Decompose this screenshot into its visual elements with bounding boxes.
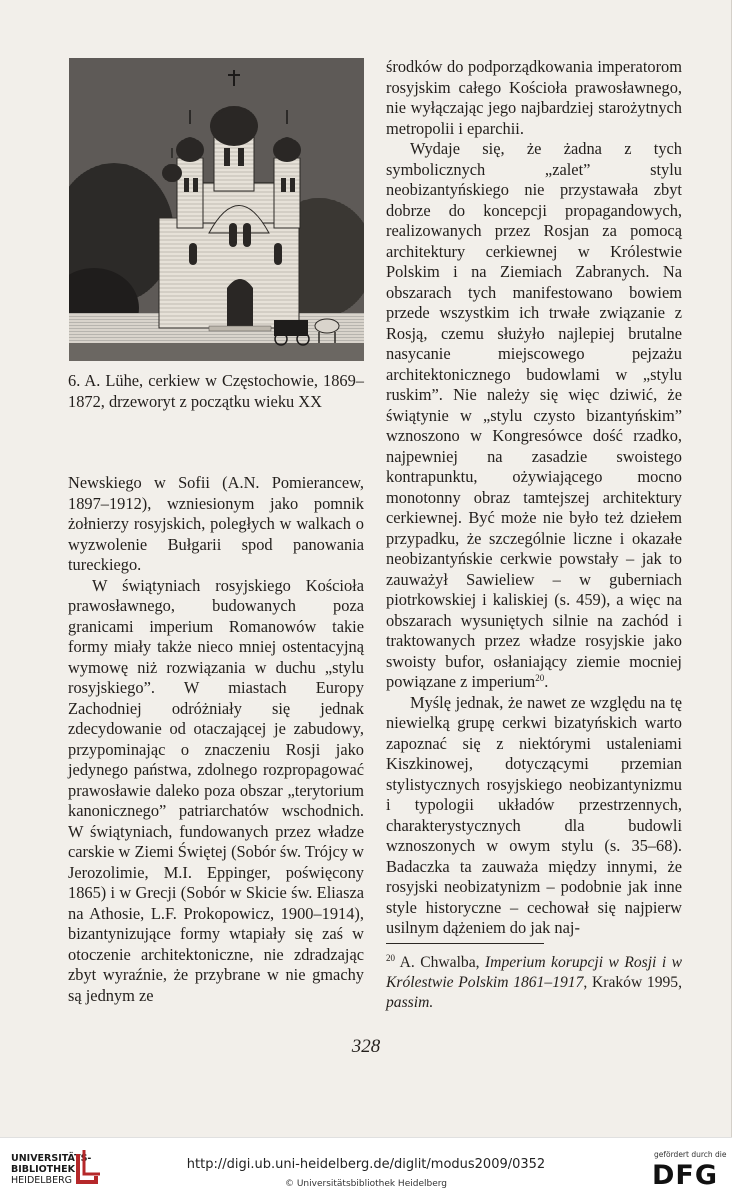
footnote-author: A. Chwalba, bbox=[399, 954, 480, 971]
footnote-number: 20 bbox=[386, 953, 395, 963]
right-column bbox=[386, 57, 682, 939]
funded-by-label: gefördert durch die bbox=[654, 1150, 727, 1159]
paragraph-text: Wydaje się, że żadna z tych symbolicznych „zalet” stylu neobizantyńskiego nie przystawała zbyt dobrze do koncepcji propagandowych, realizowanych przez Rosjan za pomocą architektury cerkiewnej w Królestwie Polskim i na Ziemiach Zabranych. Na obszarach tych manifestowano bowiem przede wszystkim ich trwałe związanie z Rosją, czemu służyło najlepiej brutalne nasycanie miejscowego pejzażu architektonicznego budowlami w „stylu ruskim”. Nie należy się więc dziwić, że świątynie w „stylu czysto bizantyńskim” wznoszono w Kongresówce dość rzadko, najpewniej na zasadzie swoistego kontrapunktu, ożywiającego mocno monotonny obraz tamtejszej architektury cerkiewnej. Być może nie było też dziełem przypadku, że szczególnie liczne i okazałe neobizantyńskie cerkwie powstały – jak to zauważył Sawieliew – w guberniach piotrkowskiej i kaliskiej (s. 459), a więc na obszarach wysuniętych silnie na zachód i traktowanych przez władze rosyjskie jako swoisty bufor, osłaniający ziemie mocniej powiązane z imperium bbox=[386, 139, 682, 691]
paragraph: Myślę jednak, że nawet ze względu na tę niewielką grupę cerkwi bizatyńskich warto zapoznać się z niektórymi ustaleniami Kiszkinowej, dotyczącymi przemian stylistycznych rosyjskiego neobizantynizmu i typologii układów przestrzennych, charakterystycznych dla budowli wznoszonych w owym stylu (s. 35–68). Badaczka ta zauważa między innymi, że rosyjski neobizatynizm – podobnie jak inne style historyczne – cechował się najpierw usilnym dążeniem do jak naj- bbox=[386, 692, 682, 937]
church-woodcut-illustration bbox=[69, 58, 364, 361]
figure-caption: 6. A. Lühe, cerkiew w Częstochowie, 1869–1872, drzeworyt z początku wieku XX bbox=[68, 371, 364, 411]
footnote bbox=[386, 953, 682, 1013]
footnote-title: Imperium korupcji w Rosji i w Królestwie Polskim 1861–1917 bbox=[386, 954, 682, 991]
paragraph: Wydaje się, że żadna z tych symbolicznych „zalet” stylu neobizantyńskiego nie przystawała zbyt dobrze do koncepcji propagandowych, realizowanych przez Rosjan za pomocą architektury cerkiewnej w Królestwie Polskim i na Ziemiach Zabranych. Na obszarach tych manifestowano bowiem przede wszystkim ich trwałe związanie z Rosją, czemu służyło najlepiej brutalne nasycanie miejscowego pejzażu architektonicznego budowlami w „stylu ruskim”. Nie należy się więc dziwić, że świątynie w „stylu czysto bizantyńskim” wznoszono w Kongresówce dość rzadko, najpewniej na zasadzie swoistego kontrapunktu, ożywiającego mocno monotonny obraz tamtejszej architektury cerkiewnej. Być może nie było też dziełem przypadku, że szczególnie liczne i okazałe neobizantyńskie cerkwie powstały – jak to zauważył Sawieliew – w guberniach piotrkowskiej i kaliskiej (s. 459), a więc na obszarach wysuniętych silnie na zachód i traktowanych przez władze rosyjskie jako swoisty bufor, osłaniający ziemie mocniej powiązane z imperium$^{20}$. bbox=[386, 139, 682, 691]
logo-line: HEIDELBERG bbox=[11, 1175, 73, 1186]
source-url-link[interactable]: http://digi.ub.uni-heidelberg.de/diglit/modus2009/0352 bbox=[186, 1157, 546, 1172]
footnote-reference[interactable]: 20 bbox=[535, 673, 545, 683]
footnote-publication: , Kraków 1995, bbox=[583, 974, 682, 991]
paragraph: W świątyniach rosyjskiego Kościoła prawosławnego, budowanych poza granicami imperium Romanowów takie formy miały także nieco mniej ostentacyjną wymowę niż rozwiązania w duchu „stylu rosyjskiego”. W miastach Europy Zachodniej odróżniały się jednak zdecydowanie od otaczającej je zabudowy, przypominając o znaczeniu Rosji jako jedynego państwa, zdolnego rozpropagować prawosławie daleko poza obszar „terytorium kanonicznego” patriarchatów wschodnich. W świątyniach, fundowanych przez władze carskie w Ziemi Świętej (Sobór św. Trójcy w Jerozolimie, M.I. Eppinger, poświęcony 1865) i w Grecji (Sobór w Skicie św. Eliasza na Athosie, L.F. Prokopowicz, 1900–1914), bizantynizujące formy wtapiały się zaś w otoczenie architektoniczne, nie zdradzając zbyt wyraźnie, że przybrane w nie gmachy są jednym ze bbox=[68, 575, 364, 1005]
copyright-notice: © Universitätsbibliothek Heidelberg bbox=[284, 1179, 447, 1189]
paragraph: środków do podporządkowania imperatorom rosyjskim całego Kościoła prawosławnego, nie wyłączając jego najbardziej starożytnych metropolii i eparchii. bbox=[386, 57, 682, 138]
footnote-divider bbox=[386, 943, 544, 944]
paragraph: Newskiego w Sofii (A.N. Pomierancew, 1897–1912), wzniesionym jako pomnik żołnierzy rosyjskich, poległych w walkach o wyzwolenie Bułgarii spod panowania tureckiego. bbox=[68, 473, 364, 574]
dfg-logo[interactable]: DFG bbox=[652, 1160, 719, 1191]
page-number: 328 bbox=[351, 1036, 381, 1057]
logo-line: UNIVERSITÄTS- bbox=[11, 1153, 92, 1164]
footnote-passim: passim. bbox=[386, 994, 434, 1011]
left-column bbox=[68, 473, 364, 1006]
logo-line: BIBLIOTHEK bbox=[11, 1164, 75, 1175]
